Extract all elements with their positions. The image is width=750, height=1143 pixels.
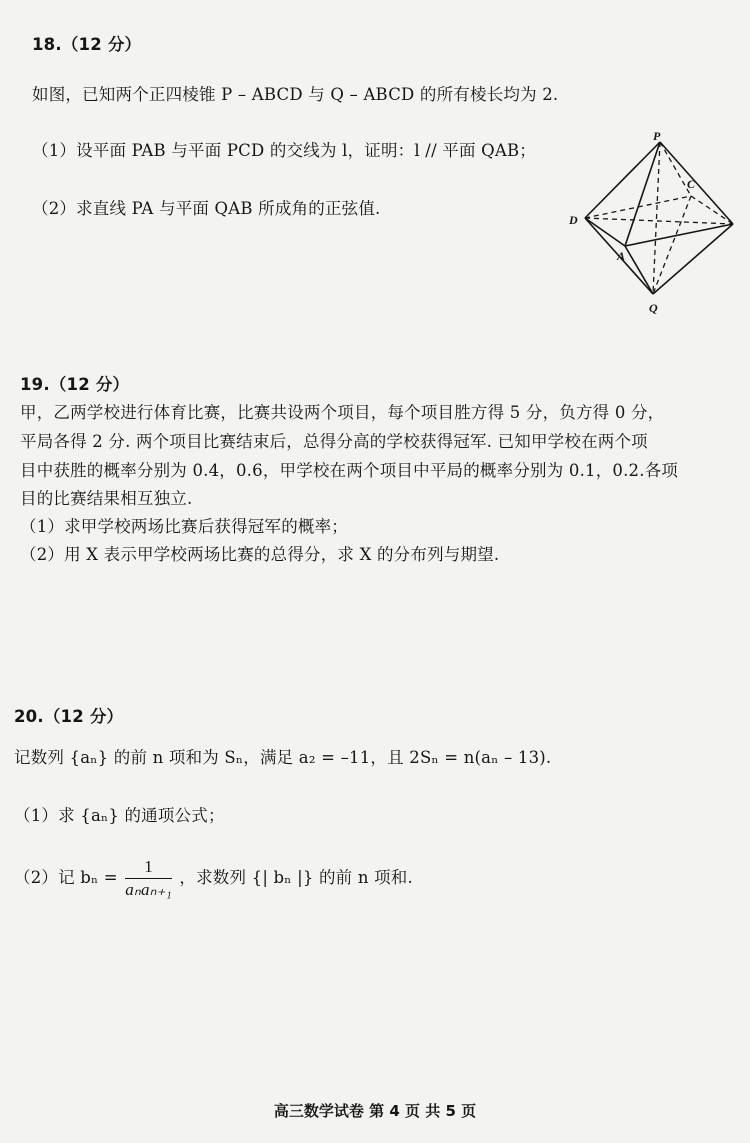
question-20-part2-prefix: （2）记 bₙ = bbox=[14, 868, 118, 887]
question-20-part2 bbox=[14, 852, 413, 904]
question-20-part1: （1）求 {aₙ} 的通项公式； bbox=[14, 806, 225, 825]
question-20-number: 20.（12 分） bbox=[14, 707, 124, 726]
vertex-label-q: Q bbox=[649, 301, 658, 315]
question-19-stem-line: 平局各得 2 分. 两个项目比赛结束后，总得分高的学校获得冠军. 已知甲学校在两个项 bbox=[20, 432, 648, 451]
question-18-stem: 如图，已知两个正四棱锥 P – ABCD 与 Q – ABCD 的所有棱长均为 2. bbox=[32, 85, 559, 104]
octahedron-figure bbox=[565, 128, 745, 318]
vertex-label-c: C bbox=[687, 177, 696, 191]
vertex-label-p: P bbox=[653, 129, 661, 143]
question-20-part2-suffix: ，求数列 {| bₙ |} 的前 n 项和. bbox=[179, 868, 413, 887]
vertex-label-a: A bbox=[617, 249, 626, 263]
question-20-stem: 记数列 {aₙ} 的前 n 项和为 Sₙ，满足 a₂ = –11，且 2Sₙ = n(aₙ – 13). bbox=[14, 748, 552, 767]
vertex-label-d: D bbox=[569, 213, 578, 227]
question-18-number: 18.（12 分） bbox=[32, 35, 142, 54]
question-18-part2: （2）求直线 PA 与平面 QAB 所成角的正弦值. bbox=[32, 199, 381, 218]
question-19-number: 19.（12 分） bbox=[20, 375, 130, 394]
question-19-part2: （2）用 X 表示甲学校两场比赛的总得分，求 X 的分布列与期望. bbox=[20, 545, 500, 564]
fraction-numerator: 1 bbox=[125, 856, 172, 879]
fraction-denominator: aₙaₙ₊₁ bbox=[125, 880, 172, 899]
question-19-stem-line: 甲，乙两学校进行体育比赛，比赛共设两个项目，每个项目胜方得 5 分，负方得 0 分， bbox=[20, 403, 665, 422]
question-19-stem-line: 目的比赛结果相互独立. bbox=[20, 489, 193, 508]
page-footer: 高三数学试卷 第 4 页 共 5 页 bbox=[273, 1102, 477, 1120]
question-18-part1: （1）设平面 PAB 与平面 PCD 的交线为 l，证明：l // 平面 QAB； bbox=[32, 141, 536, 160]
question-19-stem-line: 目中获胜的概率分别为 0.4，0.6，甲学校在两个项目中平局的概率分别为 0.1，0.2.各项 bbox=[20, 461, 679, 480]
fraction bbox=[125, 856, 172, 901]
question-19-part1: （1）求甲学校两场比赛后获得冠军的概率； bbox=[20, 517, 348, 536]
